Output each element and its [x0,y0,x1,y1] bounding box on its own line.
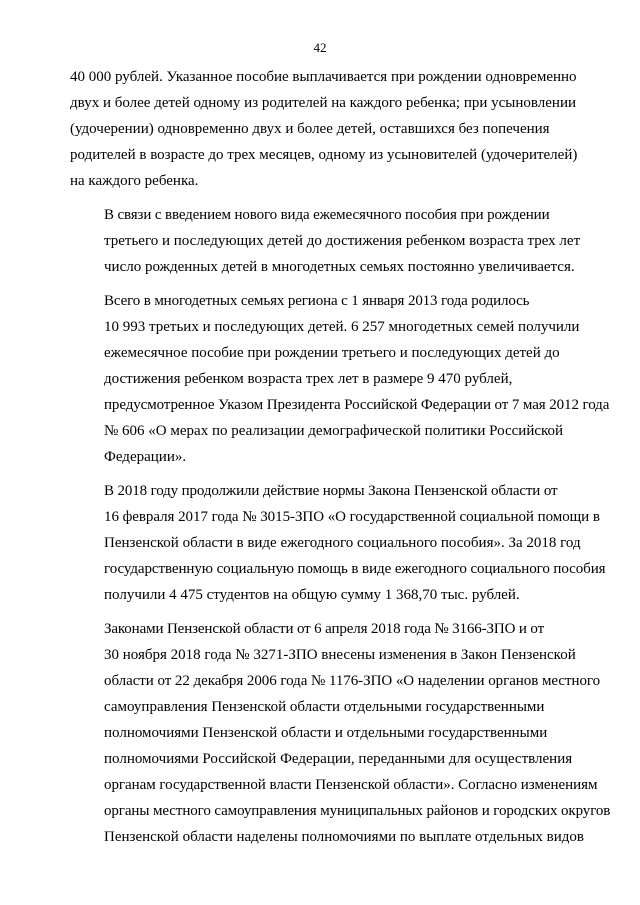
text-line: государственную социальную помощь в виде ежегодного социального пособия [104,561,606,577]
text-line: третьего и последующих детей до достижения ребенком возраста трех лет [104,233,581,249]
text-line: В 2018 году продолжили действие нормы Закона Пензенской области от [104,483,558,499]
text-line: № 606 «О мерах по реализации демографической политики Российской [104,423,564,439]
text-line: самоуправления Пензенской области отдельными государственными [104,699,545,715]
text-line: органам государственной власти Пензенской области». Согласно изменениям [104,777,598,793]
text-line: В связи с введением нового вида ежемесячного пособия при рождении [104,207,550,223]
text-line: области от 22 декабря 2006 года № 1176-ЗПО «О наделении органов местного [104,673,601,689]
text-line: органы местного самоуправления муниципальных районов и городских округов [104,803,611,819]
paragraph [70,616,611,850]
text-line: достижения ребенком возраста трех лет в размере 9 470 рублей, [104,371,513,387]
text-line: полномочиями Пензенской области и отдельными государственными [104,725,548,741]
text-line: на каждого ребенка. [70,173,199,189]
text-line: 30 ноября 2018 года № 3271-ЗПО внесены изменения в Закон Пензенской [104,647,576,663]
text-line: Федерации». [104,449,187,465]
text-line: (удочерении) одновременно двух и более детей, оставшихся без попечения [70,121,550,137]
document-body [70,64,611,850]
text-line: родителей в возрасте до трех месяцев, одному из усыновителей (удочерителей) [70,147,578,163]
paragraph [70,478,606,608]
text-line: Пензенской области в виде ежегодного социального пособия». За 2018 год [104,535,581,551]
text-line: получили 4 475 студентов на общую сумму 1 368,70 тыс. рублей. [104,587,520,603]
text-line: предусмотренное Указом Президента Российской Федерации от 7 мая 2012 года [104,397,610,413]
paragraph [70,288,610,470]
text-line: Всего в многодетных семьях региона с 1 января 2013 года родилось [104,293,530,309]
text-line: двух и более детей одному из родителей на каждого ребенка; при усыновлении [70,95,577,111]
page-number: 42 [313,40,327,55]
text-line: Пензенской области наделены полномочиями по выплате отдельных видов [104,829,584,845]
text-line: ежемесячное пособие при рождении третьего и последующих детей до [104,345,560,361]
text-line: 40 000 рублей. Указанное пособие выплачивается при рождении одновременно [70,69,577,85]
text-line: полномочиями Российской Федерации, переданными для осуществления [104,751,573,767]
paragraph [70,202,590,280]
text-line: 16 февраля 2017 года № 3015-ЗПО «О государственной социальной помощи в [104,509,600,525]
text-line: 10 993 третьих и последующих детей. 6 257 многодетных семей получили [104,319,580,335]
text-line: Законами Пензенской области от 6 апреля 2018 года № 3166-ЗПО и от [104,621,545,637]
paragraph [70,64,590,194]
text-line: число рожденных детей в многодетных семьях постоянно увеличивается. [104,259,575,275]
